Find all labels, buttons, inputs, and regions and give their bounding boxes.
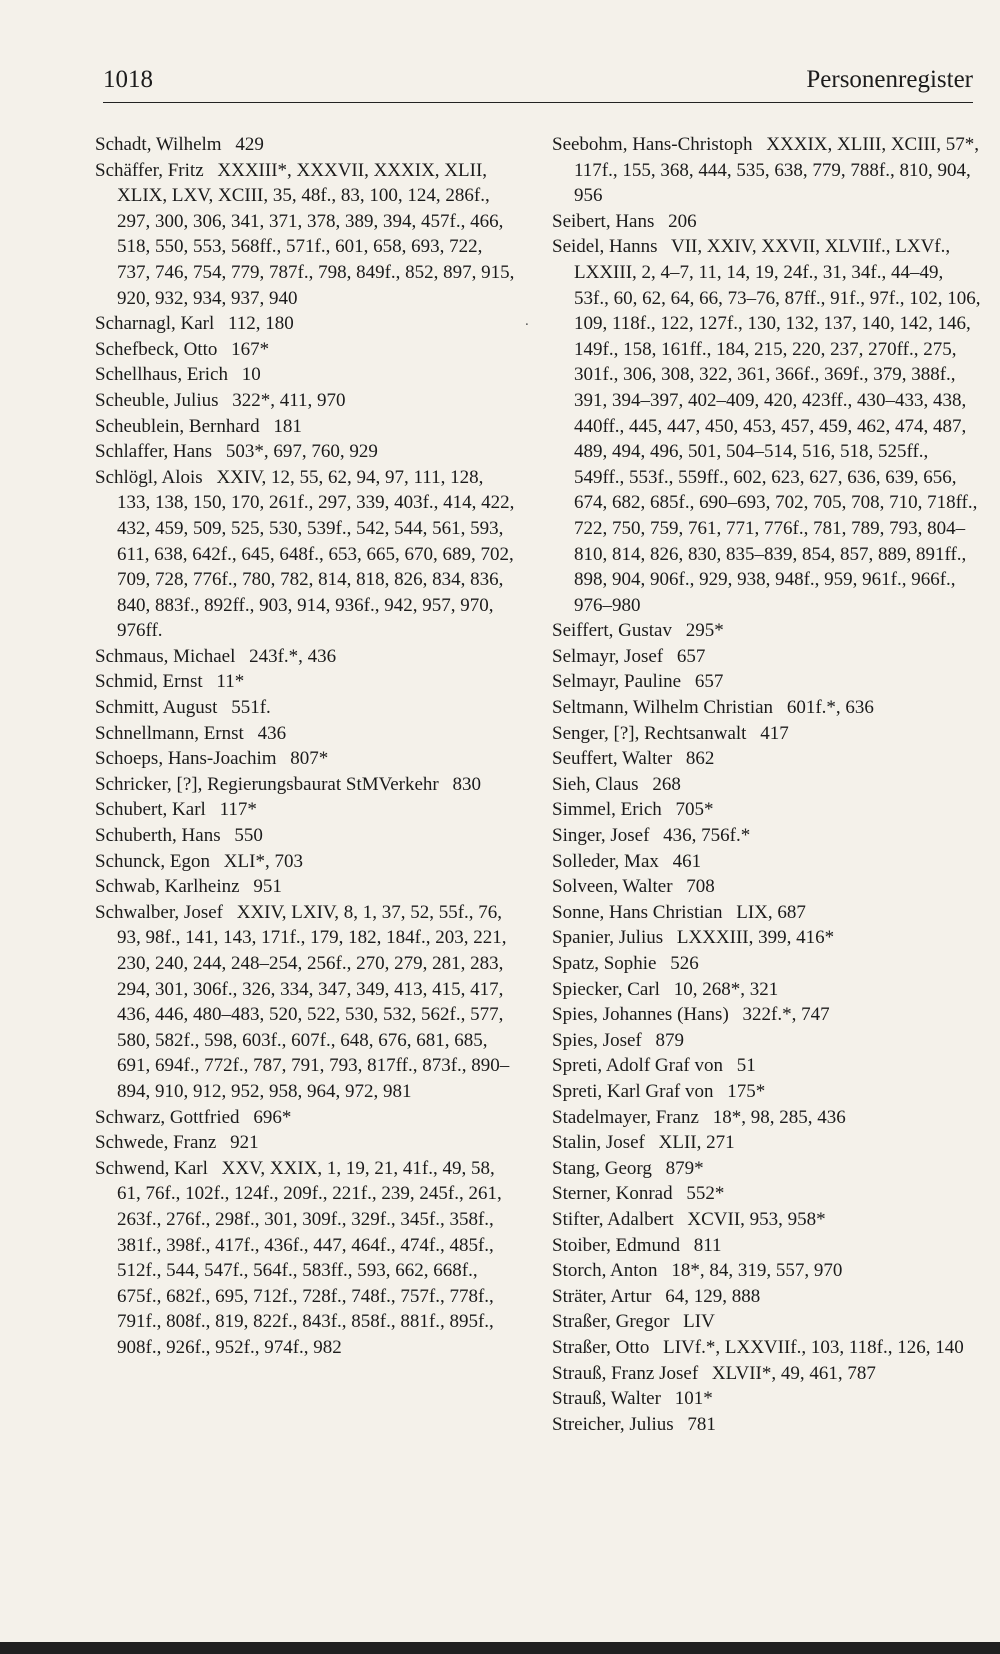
entry-page-refs: 552*	[686, 1183, 725, 1205]
entry-name: Solveen, Walter	[552, 876, 673, 898]
index-entry	[552, 951, 982, 977]
index-entry	[95, 1105, 520, 1131]
index-entry	[552, 746, 982, 772]
index-entry	[95, 900, 520, 1105]
index-entry	[552, 1412, 982, 1438]
entry-name: Storch, Anton	[552, 1260, 658, 1282]
entry-page-refs: 18*, 84, 319, 557, 970	[671, 1260, 843, 1282]
entry-name: Stifter, Adalbert	[552, 1208, 674, 1230]
entry-page-refs: 295*	[685, 620, 724, 642]
entry-name: Seibert, Hans	[552, 210, 655, 232]
page-number: 1018	[103, 66, 153, 93]
index-entry	[552, 132, 982, 209]
entry-name: Stang, Georg	[552, 1157, 652, 1179]
entry-name: Stadelmayer, Franz	[552, 1106, 699, 1128]
entry-name: Singer, Josef	[552, 825, 650, 847]
index-entry	[95, 797, 520, 823]
entry-name: Seltmann, Wilhelm Christian	[552, 697, 774, 719]
entry-page-refs: 112, 180	[227, 313, 294, 335]
index-entry	[95, 721, 520, 747]
entry-name: Schellhaus, Erich	[95, 364, 228, 386]
entry-page-refs: 807*	[290, 748, 329, 770]
index-entry	[552, 1105, 982, 1131]
entry-name: Selmayr, Josef	[552, 645, 664, 667]
entry-page-refs: 550	[234, 825, 263, 847]
entry-name: Schadt, Wilhelm	[95, 134, 222, 155]
index-entry	[552, 772, 982, 798]
index-entry	[552, 209, 982, 235]
index-entry	[95, 874, 520, 900]
entry-name: Schwarz, Gottfried	[95, 1106, 240, 1128]
entry-name: Schlögl, Alois	[95, 466, 203, 488]
entry-name: Schmitt, August	[95, 697, 218, 719]
right-index-column	[552, 132, 982, 1437]
entry-name: Scheublein, Bernhard	[95, 415, 260, 437]
index-entry	[95, 388, 520, 414]
index-entry	[95, 337, 520, 363]
entry-page-refs: 696*	[253, 1106, 292, 1128]
entry-name: Scheuble, Julius	[95, 389, 219, 411]
entry-page-refs: 206	[668, 210, 697, 232]
entry-name: Scharnagl, Karl	[95, 313, 215, 335]
running-head	[103, 62, 973, 103]
entry-page-refs: 781	[687, 1413, 716, 1435]
entry-page-refs: LXXXIII, 399, 416*	[676, 927, 835, 949]
index-entry	[95, 746, 520, 772]
section-title: Personenregister	[806, 66, 973, 93]
margin-mark: .	[525, 313, 529, 329]
index-entry	[95, 158, 520, 312]
index-entry	[95, 132, 520, 158]
entry-page-refs: 708	[686, 876, 715, 898]
entry-page-refs: 811	[693, 1234, 722, 1256]
entry-name: Spreti, Adolf Graf von	[552, 1055, 723, 1077]
entry-page-refs: 921	[230, 1132, 259, 1154]
entry-name: Senger, [?], Rechtsanwalt	[552, 722, 747, 744]
entry-name: Seuffert, Walter	[552, 748, 673, 770]
entry-page-refs: 268	[652, 773, 681, 795]
index-entry	[95, 849, 520, 875]
entry-name: Schunck, Egon	[95, 850, 211, 872]
entry-page-refs: XXXIII*, XXXVII, XXXIX, XLII, XLIX, LXV, XCIII, 35, 48f., 83, 100, 124, 286f., 297, 300, 306, 341, 371, 378, 389, 394, 457f., 466, 518, 550, 553, 568ff., 571f., 601, 658, 693, 722, 737, 746, 754, 779, 787f., 798, 849f., 852, 897, 915, 920, 932, 934, 937, 940	[117, 159, 515, 309]
index-entry	[95, 414, 520, 440]
entry-name: Schwab, Karlheinz	[95, 876, 240, 898]
index-entry	[552, 1156, 982, 1182]
index-entry	[552, 874, 982, 900]
entry-name: Spiecker, Carl	[552, 978, 660, 1000]
index-entry	[552, 1130, 982, 1156]
entry-page-refs: 417	[760, 722, 789, 744]
entry-name: Schnellmann, Ernst	[95, 722, 244, 744]
index-entry	[552, 1258, 982, 1284]
entry-page-refs: 11*	[216, 671, 245, 693]
entry-page-refs: 101*	[674, 1388, 713, 1410]
entry-name: Schäffer, Fritz	[95, 159, 204, 181]
entry-page-refs: XLI*, 703	[223, 850, 303, 872]
entry-page-refs: 181	[273, 415, 302, 437]
entry-name: Sterner, Konrad	[552, 1183, 673, 1205]
entry-page-refs: XLVII*, 49, 461, 787	[711, 1362, 876, 1384]
index-entry	[552, 1002, 982, 1028]
entry-page-refs: 117*	[219, 799, 257, 821]
entry-page-refs: 243f.*, 436	[249, 645, 337, 667]
index-entry	[552, 234, 982, 618]
entry-page-refs: 64, 129, 888	[665, 1285, 761, 1307]
entry-name: Schwalber, Josef	[95, 901, 223, 923]
entry-name: Streicher, Julius	[552, 1413, 674, 1435]
entry-name: Sieh, Claus	[552, 773, 639, 795]
index-entry	[552, 1233, 982, 1259]
entry-page-refs: XXIV, LXIV, 8, 1, 37, 52, 55f., 76, 93, 98f., 141, 143, 171f., 179, 182, 184f., 203, 221, 230, 240, 244, 248–254, 256f., 270, 279, 281, 283, 294, 301, 306f., 326, 334, 347, 349, 413, 415, 417, 436, 446, 480–483, 520, 522, 530, 532, 562f., 577, 580, 582f., 598, 603f., 607f., 648, 676, 681, 685, 691, 694f., 772f., 787, 791, 793, 817ff., 873f., 890–894, 910, 912, 952, 958, 964, 972, 981	[117, 901, 510, 1102]
index-entry	[95, 1130, 520, 1156]
index-entry	[552, 1079, 982, 1105]
entry-page-refs: 503*, 697, 760, 929	[225, 441, 378, 463]
entry-name: Seidel, Hanns	[552, 236, 658, 258]
index-entry	[552, 695, 982, 721]
entry-page-refs: VII, XXIV, XXVII, XLVIIf., LXVf., LXXIII, 2, 4–7, 11, 14, 19, 24f., 31, 34f., 44–49, 53f., 60, 62, 64, 66, 73–76, 87ff., 91f., 97f., 102, 106, 109, 118f., 122, 127f., 130, 132, 137, 140, 142, 146, 149f., 158, 161ff., 184, 215, 220, 237, 270ff., 275, 301f., 306, 308, 322, 361, 366f., 369f., 379, 388f., 391, 394–397, 402–409, 420, 423ff., 430–433, 438, 440ff., 445, 447, 450, 453, 457, 459, 462, 474, 487, 489, 494, 496, 501, 504–514, 516, 518, 525ff., 549ff., 553f., 559ff., 602, 623, 627, 636, 639, 656, 674, 682, 685f., 690–693, 702, 705, 708, 710, 718ff., 722, 750, 759, 761, 771, 776f., 781, 789, 793, 804–810, 814, 826, 830, 835–839, 854, 857, 889, 891ff., 898, 904, 906f., 929, 938, 948f., 959, 961f., 966f., 976–980	[574, 236, 981, 616]
index-entry	[95, 823, 520, 849]
index-entry	[552, 1181, 982, 1207]
index-entry	[552, 1361, 982, 1387]
entry-name: Simmel, Erich	[552, 799, 662, 821]
index-entry	[95, 311, 520, 337]
index-entry	[95, 669, 520, 695]
entry-name: Schricker, [?], Regierungsbaurat StMVerkehr	[95, 773, 439, 795]
entry-name: Schubert, Karl	[95, 799, 206, 821]
entry-name: Spies, Josef	[552, 1029, 642, 1051]
entry-name: Spies, Johannes (Hans)	[552, 1004, 729, 1026]
entry-name: Strauß, Franz Josef	[552, 1362, 699, 1384]
index-entry	[552, 849, 982, 875]
index-entry	[552, 1309, 982, 1335]
entry-page-refs: 322*, 411, 970	[232, 389, 346, 411]
entry-name: Schlaffer, Hans	[95, 441, 213, 463]
index-entry	[95, 695, 520, 721]
index-entry	[552, 644, 982, 670]
entry-page-refs: 526	[670, 953, 699, 974]
index-entry	[552, 925, 982, 951]
entry-name: Strauß, Walter	[552, 1388, 661, 1410]
entry-name: Schoeps, Hans-Joachim	[95, 748, 277, 770]
entry-page-refs: 436	[257, 722, 287, 744]
entry-name: Solleder, Max	[552, 850, 659, 872]
index-entry	[552, 977, 982, 1003]
entry-page-refs: 18*, 98, 285, 436	[712, 1106, 846, 1128]
index-entry	[552, 669, 982, 695]
index-entry	[95, 772, 520, 798]
index-entry	[95, 644, 520, 670]
entry-name: Stoiber, Edmund	[552, 1234, 681, 1256]
index-entry	[552, 721, 982, 747]
entry-page-refs: 879	[655, 1029, 684, 1051]
index-entry	[95, 362, 520, 388]
entry-page-refs: 601f.*, 636	[786, 697, 874, 719]
entry-name: Schmid, Ernst	[95, 671, 203, 693]
entry-name: Stalin, Josef	[552, 1132, 645, 1154]
entry-name: Spanier, Julius	[552, 927, 664, 949]
entry-page-refs: LIVf.*, LXXVIIf., 103, 118f., 126, 140	[663, 1336, 964, 1358]
index-entry	[552, 797, 982, 823]
entry-page-refs: XXV, XXIX, 1, 19, 21, 41f., 49, 58, 61, 76f., 102f., 124f., 209f., 221f., 239, 245f., 261, 263f., 276f., 298f., 301, 309f., 329f., 345f., 358f., 381f., 398f., 417f., 436f., 447, 464f., 474f., 485f., 512f., 544, 547f., 564f., 583ff., 593, 662, 668f., 675f., 682f., 695, 712f., 728f., 748f., 757f., 778f., 791f., 808f., 819, 822f., 843f., 858f., 881f., 895f., 908f., 926f., 952f., 974f., 982	[117, 1157, 502, 1358]
entry-name: Straßer, Gregor	[552, 1311, 670, 1333]
entry-page-refs: 879*	[665, 1157, 704, 1179]
entry-name: Seiffert, Gustav	[552, 620, 672, 642]
entry-page-refs: XXIV, 12, 55, 62, 94, 97, 111, 128, 133, 138, 150, 170, 261f., 297, 339, 403f., 414, 422, 432, 459, 509, 525, 530, 539f., 542, 544, 561, 593, 611, 638, 642f., 645, 648f., 653, 665, 670, 689, 702, 709, 728, 776f., 780, 782, 814, 818, 826, 834, 836, 840, 883f., 892ff., 903, 914, 936f., 942, 957, 970, 976ff.	[117, 466, 515, 642]
entry-name: Selmayr, Pauline	[552, 671, 682, 693]
entry-name: Sträter, Artur	[552, 1285, 652, 1307]
entry-page-refs: XCVII, 953, 958*	[687, 1208, 826, 1230]
entry-name: Schwede, Franz	[95, 1132, 217, 1154]
entry-name: Spreti, Karl Graf von	[552, 1080, 714, 1102]
index-entry	[552, 1207, 982, 1233]
entry-page-refs: LIV	[683, 1311, 715, 1333]
scan-edge-bar	[0, 1642, 1000, 1654]
index-entry	[552, 1028, 982, 1054]
entry-page-refs: 322f.*, 747	[742, 1004, 830, 1026]
index-entry	[95, 465, 520, 644]
entry-page-refs: 951	[253, 876, 282, 898]
entry-name: Seebohm, Hans-Christoph	[552, 134, 753, 155]
entry-page-refs: 657	[694, 671, 724, 693]
index-entry	[95, 439, 520, 465]
entry-name: Sonne, Hans Christian	[552, 901, 723, 923]
index-entry	[552, 1335, 982, 1361]
index-entry	[95, 1156, 520, 1361]
entry-name: Schmaus, Michael	[95, 645, 236, 667]
entry-page-refs: 51	[736, 1055, 756, 1077]
entry-page-refs: XXXIX, XLIII, XCIII, 57*, 117f., 155, 368, 444, 535, 638, 779, 788f., 810, 904, 956	[574, 134, 979, 207]
entry-page-refs: 705*	[675, 799, 714, 821]
entry-page-refs: 461	[672, 850, 702, 872]
index-entry	[552, 823, 982, 849]
entry-name: Schwend, Karl	[95, 1157, 208, 1179]
index-entry	[552, 1053, 982, 1079]
entry-page-refs: 10, 268*, 321	[673, 978, 779, 1000]
left-index-column	[95, 132, 520, 1361]
entry-page-refs: 862	[685, 748, 715, 770]
entry-name: Spatz, Sophie	[552, 953, 657, 974]
entry-name: Schefbeck, Otto	[95, 338, 218, 360]
entry-page-refs: 830	[452, 773, 482, 795]
index-entry	[552, 618, 982, 644]
entry-page-refs: 10	[241, 364, 261, 386]
index-entry	[552, 1386, 982, 1412]
entry-page-refs: 429	[235, 134, 264, 155]
entry-page-refs: 551f.	[231, 697, 271, 719]
entry-name: Straßer, Otto	[552, 1336, 650, 1358]
entry-page-refs: 436, 756f.*	[663, 825, 751, 847]
entry-page-refs: XLII, 271	[658, 1132, 735, 1154]
index-entry	[552, 1284, 982, 1310]
entry-page-refs: 175*	[727, 1080, 766, 1102]
entry-page-refs: LIX, 687	[736, 901, 806, 923]
entry-name: Schuberth, Hans	[95, 825, 221, 847]
entry-page-refs: 167*	[231, 338, 270, 360]
index-entry	[552, 900, 982, 926]
entry-page-refs: 657	[676, 645, 706, 667]
